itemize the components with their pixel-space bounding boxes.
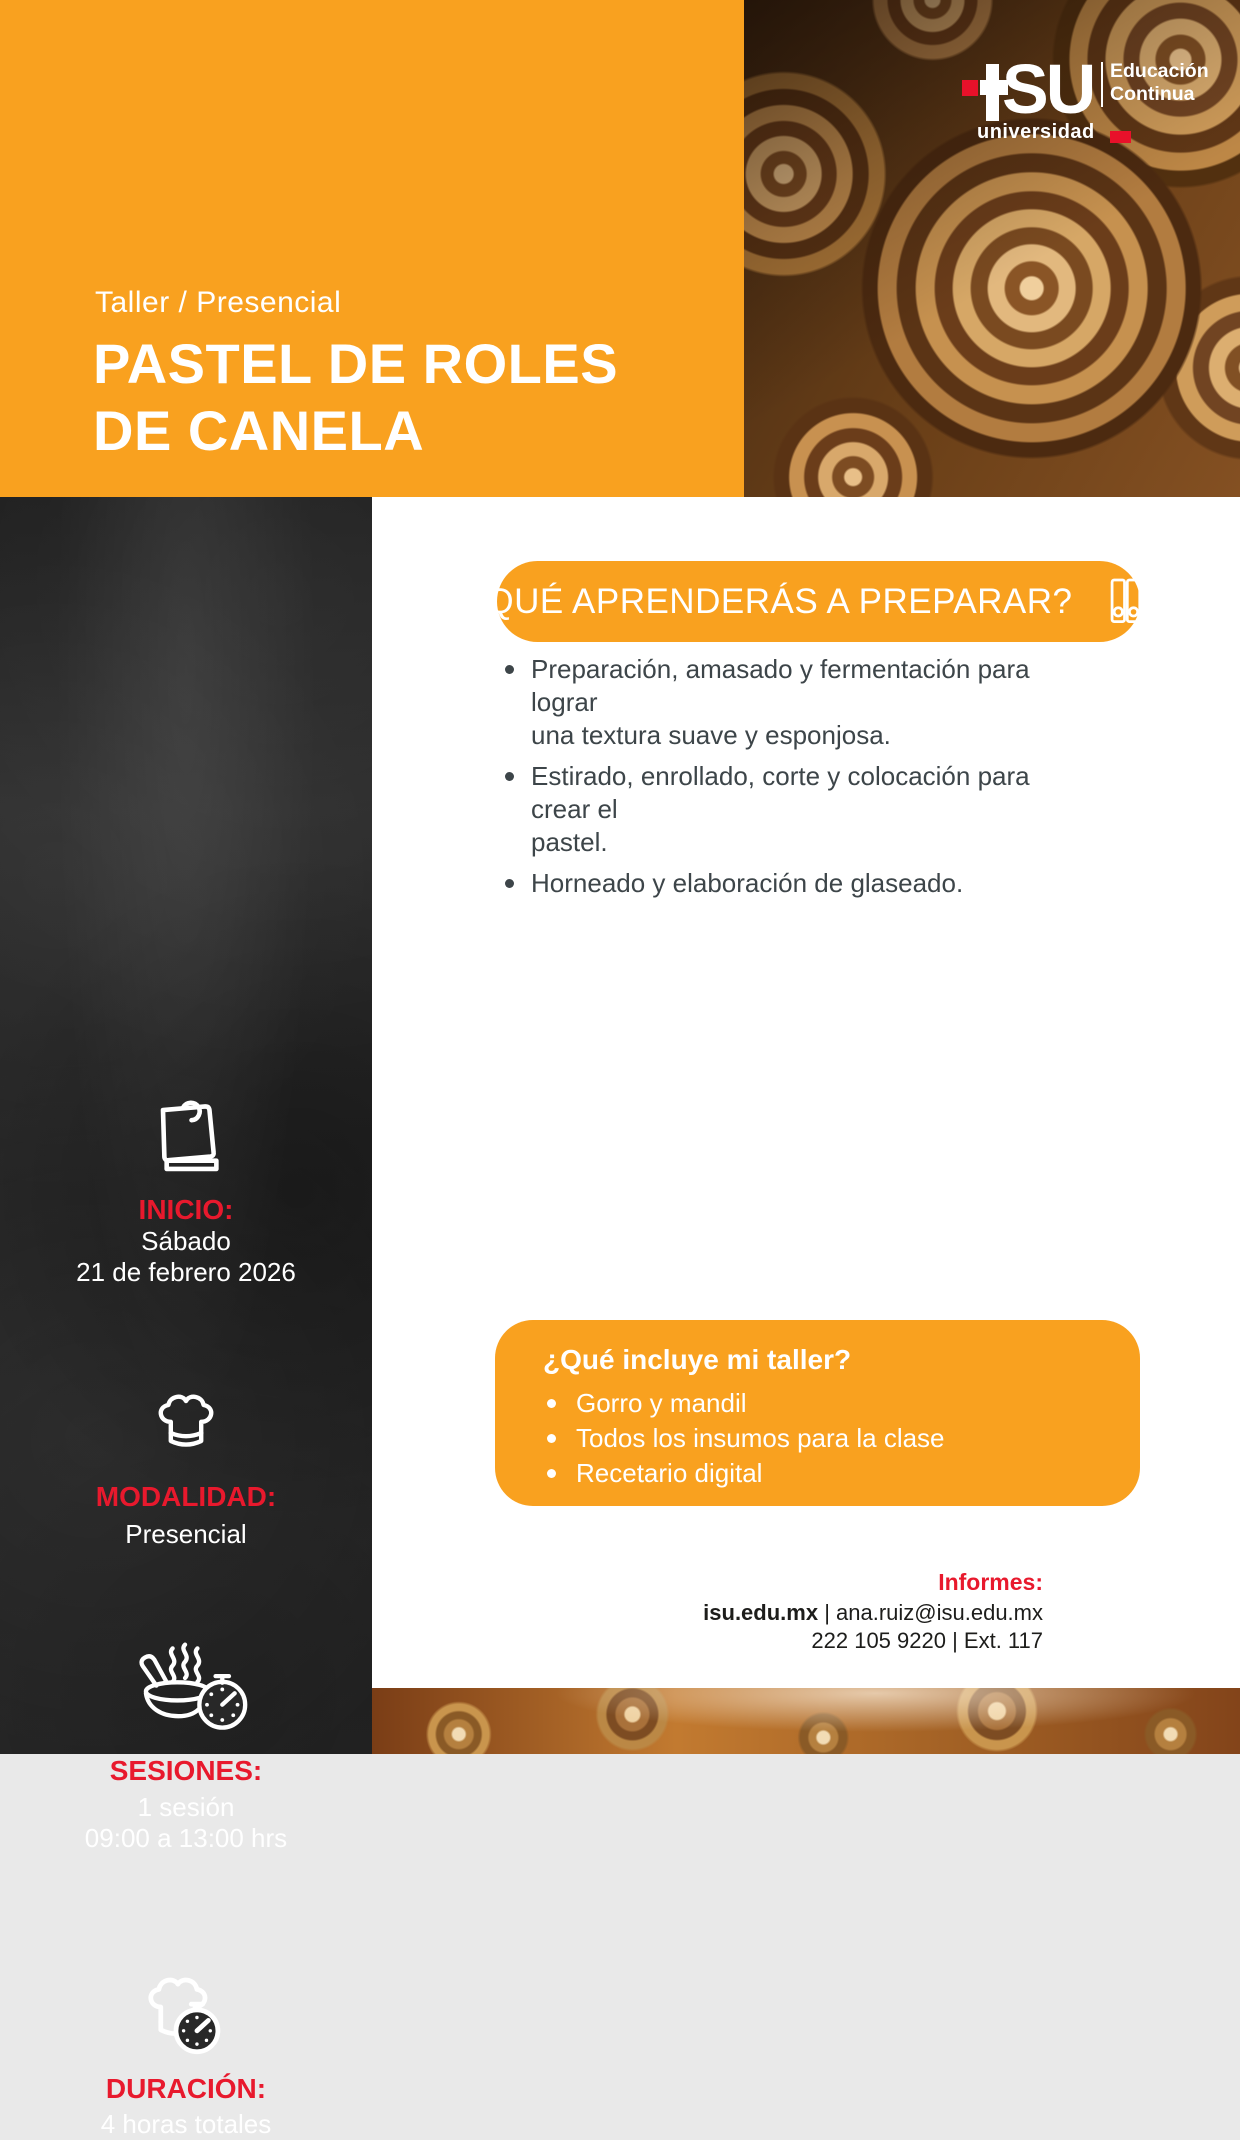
binders-icon bbox=[1101, 573, 1173, 630]
learn-bullet-2-line2: pastel. bbox=[531, 827, 608, 857]
isu-logo-divider bbox=[1101, 62, 1103, 107]
contact-website-link[interactable]: isu.edu.mx bbox=[703, 1600, 819, 1625]
learn-banner bbox=[464, 561, 1140, 642]
isu-logo-i-stem bbox=[986, 64, 999, 121]
sidebar-section-modalidad bbox=[0, 1385, 372, 1550]
isu-logo-division-line2: Continua bbox=[1110, 83, 1195, 105]
sesiones-hours: 09:00 a 13:00 hrs bbox=[84, 1823, 288, 1853]
sesiones-label: SESIONES: bbox=[109, 1755, 263, 1786]
list-item bbox=[503, 653, 1083, 752]
learn-bullet-1-line1: Preparación, amasado y fermentación para lograr bbox=[531, 654, 1030, 717]
learn-banner-title: ¿QUÉ APRENDERÁS A PREPARAR? bbox=[464, 581, 1073, 621]
isu-logo-division bbox=[1110, 60, 1209, 106]
chef-hat-icon bbox=[144, 1385, 228, 1465]
includes-list bbox=[545, 1386, 945, 1491]
isu-logo-red-square bbox=[962, 80, 978, 96]
learn-bullet-1-line2: una textura suave y esponjosa. bbox=[531, 720, 891, 750]
includes-box bbox=[495, 1320, 1140, 1506]
contact-label: Informes: bbox=[938, 1569, 1043, 1595]
modalidad-value: Presencial bbox=[125, 1519, 247, 1549]
list-item bbox=[503, 867, 1083, 900]
isu-logo-universidad: universidad bbox=[977, 121, 1095, 143]
page-title-line1: PASTEL DE ROLES bbox=[93, 332, 619, 395]
contact-web-email-line bbox=[703, 1599, 1043, 1627]
isu-logo-division-line1: Educación bbox=[1110, 60, 1209, 82]
contact-email-link[interactable]: | ana.ruiz@isu.edu.mx bbox=[818, 1600, 1043, 1625]
duracion-value: 4 horas totales bbox=[100, 2109, 272, 2139]
calendar-icon bbox=[136, 1088, 236, 1180]
inicio-label: INICIO: bbox=[138, 1194, 234, 1225]
list-item: Recetario digital bbox=[545, 1456, 945, 1491]
sidebar-section-duracion bbox=[0, 1967, 372, 2140]
modalidad-label: MODALIDAD: bbox=[95, 1481, 277, 1512]
sidebar bbox=[0, 497, 372, 2139]
pan-timer-icon bbox=[123, 1640, 249, 1737]
inicio-day: Sábado bbox=[141, 1226, 231, 1256]
footer-cinnamon-rolls-photo bbox=[372, 1688, 1240, 1754]
sesiones-count: 1 sesión bbox=[137, 1792, 235, 1822]
sidebar-section-inicio bbox=[0, 1088, 372, 1288]
learn-bullet-3-line1: Horneado y elaboración de glaseado. bbox=[531, 868, 964, 898]
inicio-date: 21 de febrero 2026 bbox=[76, 1257, 296, 1287]
list-item: Todos los insumos para la clase bbox=[545, 1421, 945, 1456]
eyebrow: Taller / Presencial bbox=[95, 286, 342, 319]
header-orange-block bbox=[0, 0, 744, 497]
page-title bbox=[93, 330, 618, 464]
list-item: Gorro y mandil bbox=[545, 1386, 945, 1421]
learn-bullet-2-line1: Estirado, enrollado, corte y colocación para crear el bbox=[531, 761, 1030, 824]
includes-box-title: ¿Qué incluye mi taller? bbox=[543, 1344, 852, 1375]
chef-hat-timer-icon bbox=[135, 1967, 237, 2067]
learn-bullet-list bbox=[503, 653, 1083, 908]
isu-logo-su: SU bbox=[1002, 50, 1094, 128]
list-item bbox=[503, 760, 1083, 859]
contact-block bbox=[703, 1568, 1043, 1655]
isu-logo-red-bar bbox=[1110, 131, 1131, 143]
sidebar-section-sesiones bbox=[0, 1640, 372, 1854]
duracion-label: DURACIÓN: bbox=[105, 2073, 267, 2104]
page-title-line2: DE CANELA bbox=[93, 399, 425, 462]
contact-phone-line: 222 105 9220 | Ext. 117 bbox=[811, 1628, 1043, 1653]
